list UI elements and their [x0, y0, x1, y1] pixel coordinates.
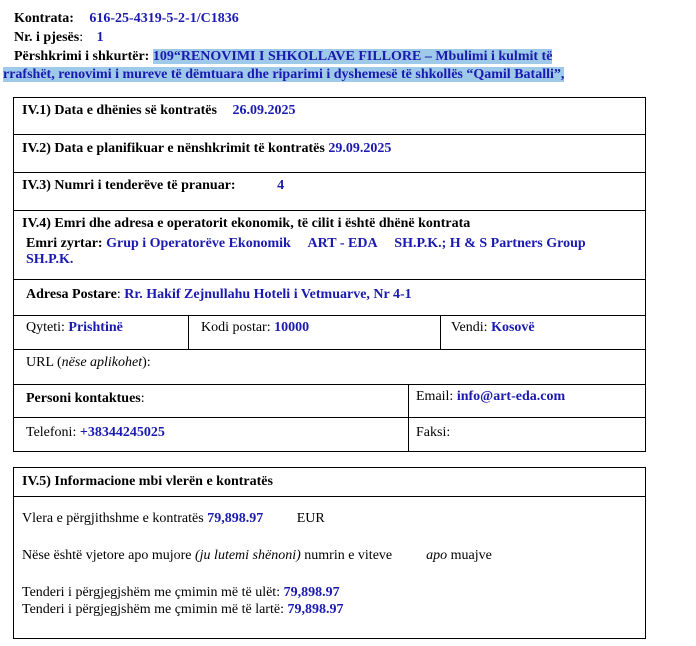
official-name-row [26, 235, 636, 252]
url-label: URL ( [26, 355, 62, 370]
postal-address-row [26, 287, 412, 303]
iv5-label: IV.5) Informacione mbi vlerën e kontratës [22, 474, 273, 489]
postal-address-value: Rr. Hakif Zejnullahu Hoteli i Vetmuarve, Nr 4-1 [124, 287, 412, 302]
total-value: 79,898.97 [207, 511, 264, 526]
iv3-value: 4 [277, 178, 285, 193]
contact-row [26, 391, 145, 407]
duration-row [22, 548, 492, 564]
part-colon: : [79, 30, 84, 45]
currency: EUR [296, 511, 325, 526]
description-text-1: 109“RENOVIMI I SHKOLLAVE FILLORE – Mbulimi i kulmit të [152, 49, 553, 64]
email-value: info@art-eda.com [456, 389, 566, 404]
country-label: Vendi: [451, 320, 488, 335]
city-value: Prishtinë [68, 320, 123, 335]
iv1-label: IV.1) Data e dhënies së kontratës [22, 103, 217, 118]
part-line [14, 30, 104, 46]
contract-line [14, 11, 239, 27]
email-cell [416, 389, 565, 405]
iv1-row [22, 103, 295, 119]
contract-number: 616-25-4319-5-2-1/C1836 [89, 11, 239, 26]
description-line-1 [14, 49, 552, 65]
email-label: Email: [416, 389, 454, 404]
iv3-row [22, 178, 284, 194]
country-cell [451, 320, 535, 336]
phone-cell [26, 425, 165, 441]
official-name-colon: : [97, 236, 103, 251]
total-value-row [22, 511, 325, 527]
contact-colon: : [140, 391, 145, 406]
iv2-label: IV.2) Data e planifikuar e nënshkrimit të kontratës [22, 141, 325, 156]
lowest-tender-value: 79,898.97 [283, 585, 340, 600]
official-name-value-1: Grup i Operatorëve Ekonomik ART - EDA SH.P.K.; H & S Partners Group [106, 236, 586, 251]
lowest-tender-row [22, 585, 340, 601]
highest-tender-value: 79,898.97 [287, 602, 344, 617]
url-end: ): [142, 355, 151, 370]
duration-note: (ju lutemi shënoni) [195, 548, 301, 563]
highest-tender-label: Tenderi i përgjegjshëm me çmimin më të lartë: [22, 602, 284, 617]
postal-address-label: Adresa Postare [26, 287, 117, 302]
duration-or: apo [426, 548, 448, 563]
iv2-value: 29.09.2025 [328, 141, 392, 156]
lowest-tender-label: Tenderi i përgjegjshëm me çmimin më të ulët: [22, 585, 281, 600]
description-text-2: rrafshët, renovimi i mureve të dëmtuara dhe riparimi i dyshemesë të shkollës “Qamil Batalli”, [3, 67, 565, 82]
postal-code-cell [201, 320, 309, 336]
description-label: Përshkrimi i shkurtër: [14, 49, 150, 64]
official-name-value-2: SH.P.K. [26, 252, 74, 267]
url-note: nëse aplikohet [61, 355, 143, 370]
postal-code-value: 10000 [274, 320, 310, 335]
phone-label: Telefoni: [26, 425, 77, 440]
official-name-label: Emri zyrtar [26, 236, 98, 251]
contact-label: Personi kontaktues [26, 391, 141, 406]
fax-label: Faksi: [416, 425, 451, 440]
highest-tender-row [22, 602, 343, 618]
total-value-label: Vlera e përgjithshme e kontratës [22, 511, 204, 526]
contract-label: Kontrata: [14, 11, 74, 26]
postal-code-label: Kodi postar: [201, 320, 271, 335]
duration-text-3: muajve [447, 548, 492, 563]
postal-address-colon: : [116, 287, 121, 302]
phone-value: +38344245025 [79, 425, 165, 440]
iv2-row [22, 141, 391, 157]
part-label: Nr. i pjesës [14, 30, 80, 45]
iv3-label: IV.3) Numri i tenderëve të pranuar: [22, 178, 236, 193]
city-cell [26, 320, 123, 336]
description-line-2 [3, 67, 564, 83]
city-label: Qyteti: [26, 320, 65, 335]
duration-text-2: numrin e viteve [300, 548, 393, 563]
duration-text-1: Nëse është vjetore apo mujore [22, 548, 195, 563]
iv4-label: IV.4) Emri dhe adresa e operatorit ekonomik, të cilit i është dhënë kontrata [22, 216, 471, 231]
country-value: Kosovë [491, 320, 535, 335]
part-number: 1 [96, 30, 104, 45]
url-row [26, 355, 151, 371]
iv1-value: 26.09.2025 [232, 103, 296, 118]
